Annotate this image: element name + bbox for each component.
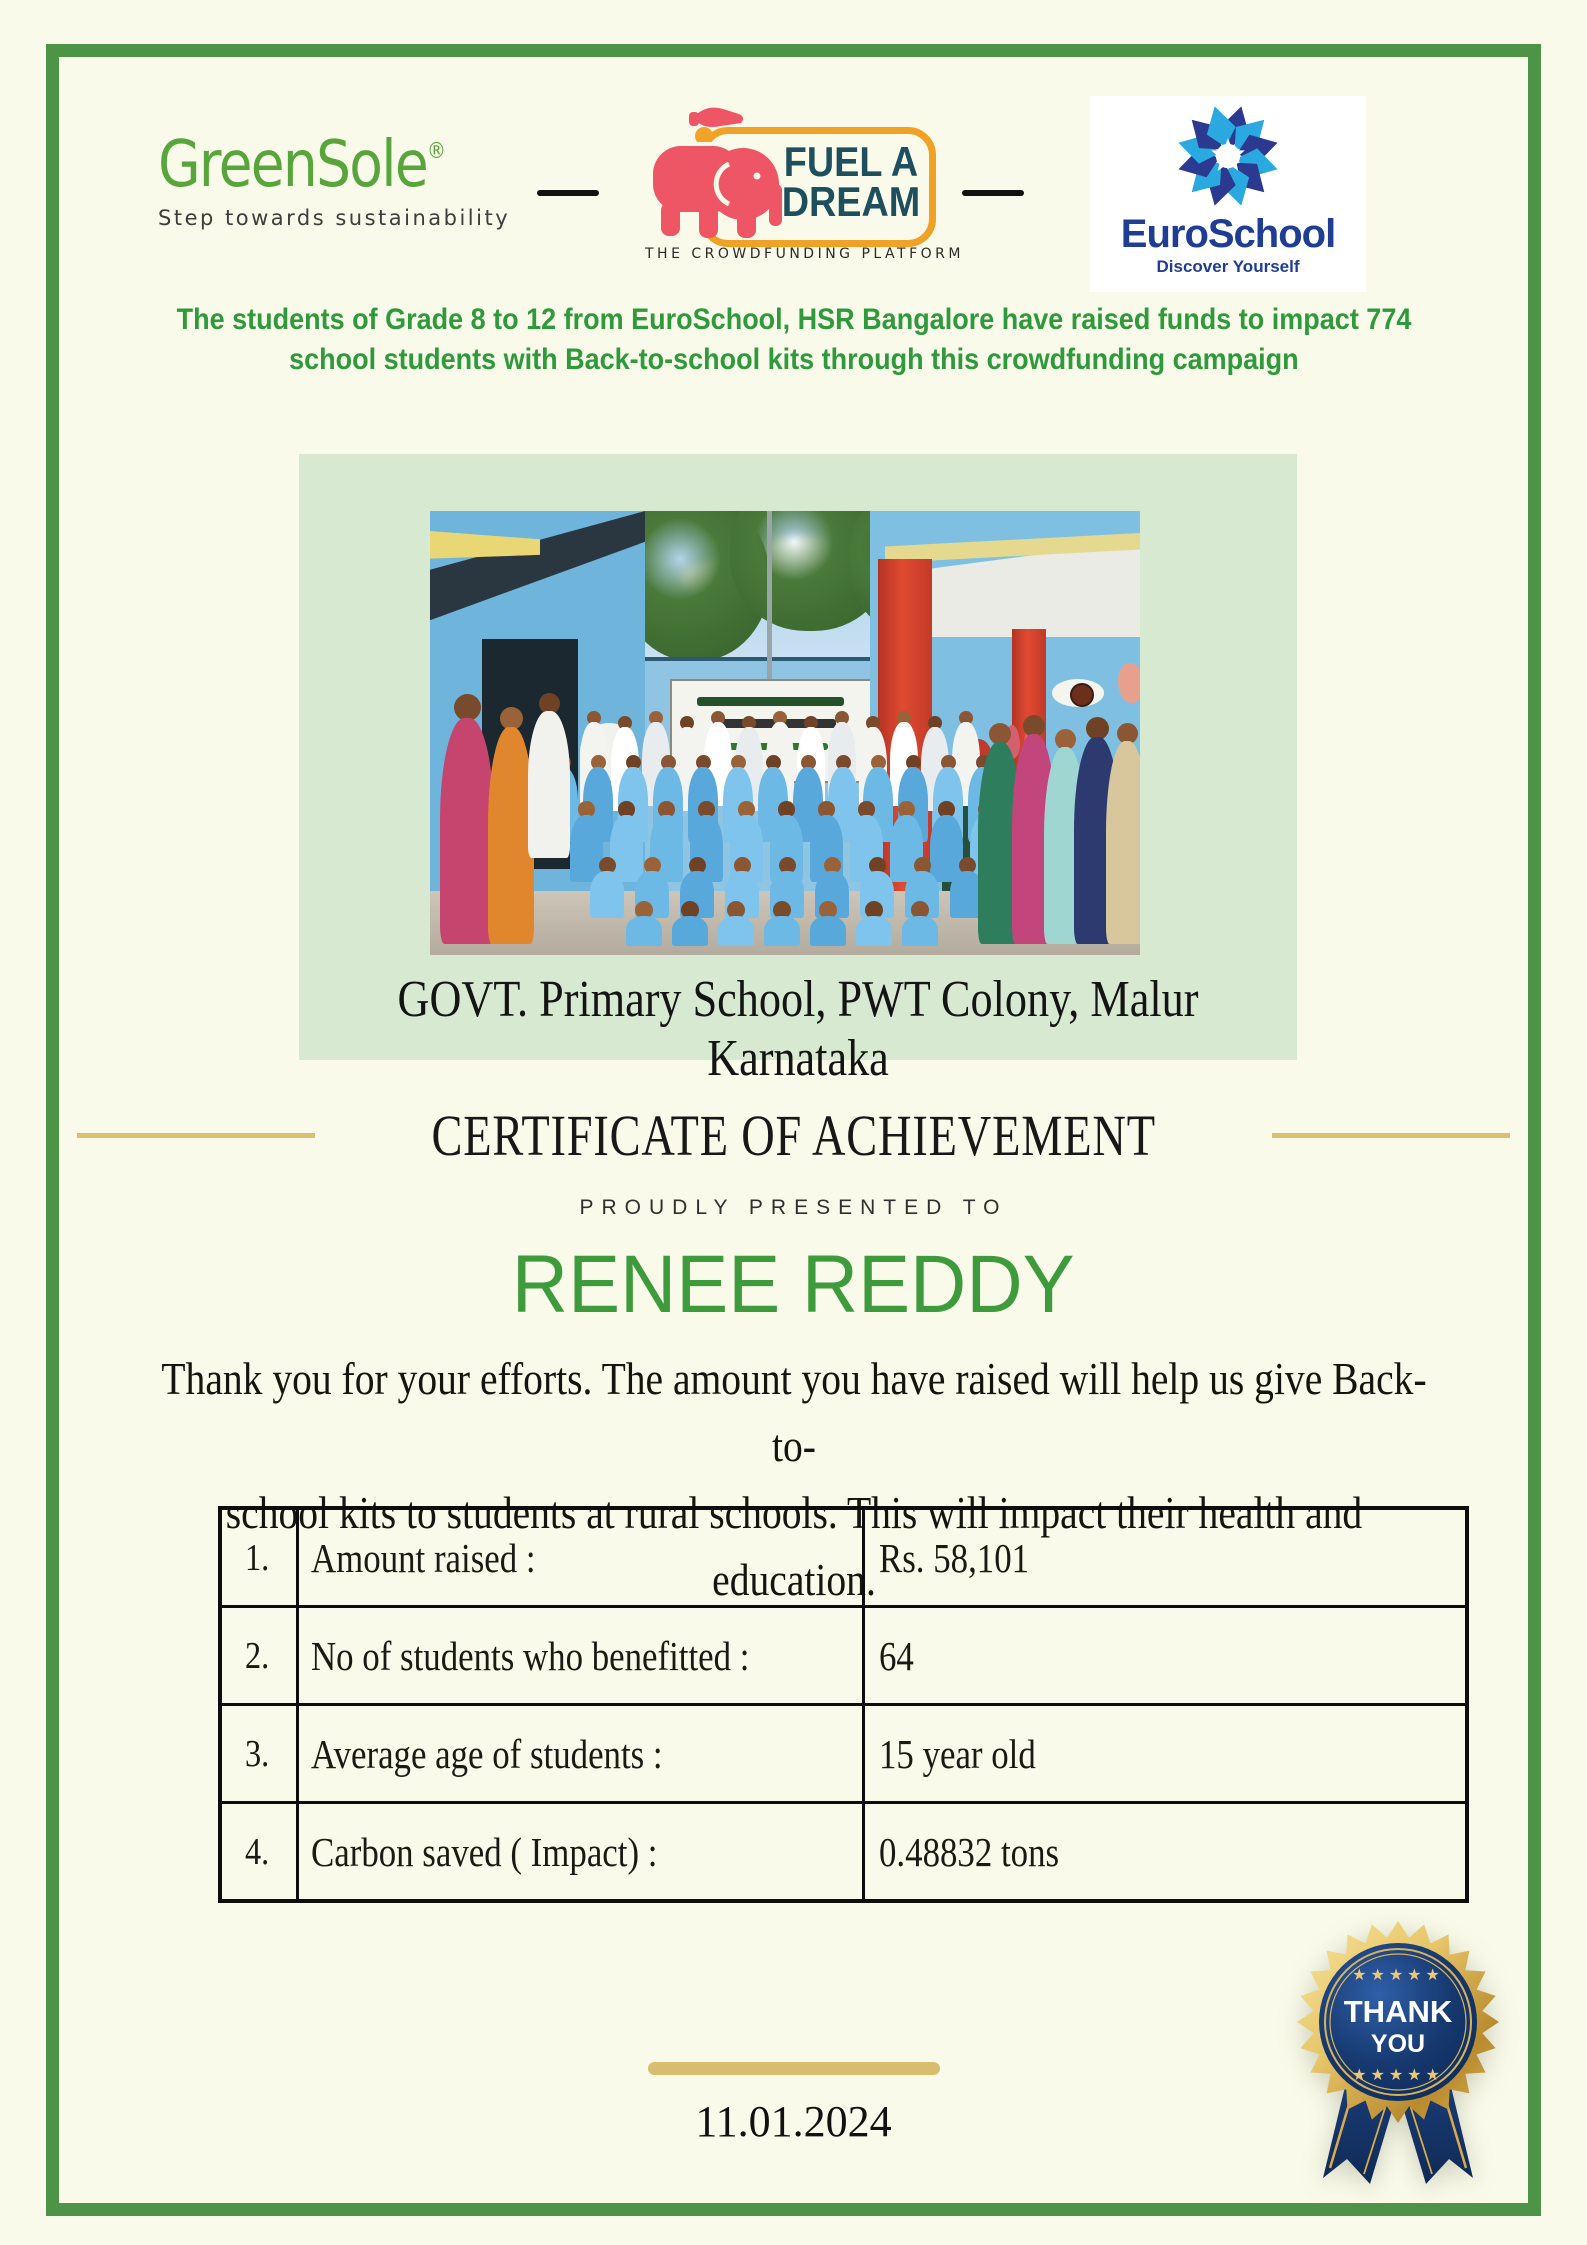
row-value: Rs. 58,101 [879, 1534, 1030, 1581]
greensole-wordmark: GreenSole® [158, 128, 446, 202]
row-value: 15 year old [879, 1730, 1036, 1777]
certificate-title-row [0, 1102, 1587, 1169]
recipient-name: RENEE REDDY [512, 1239, 1075, 1330]
badge-text-you: YOU [1370, 2030, 1426, 2058]
logo-separator-dash-icon [537, 190, 599, 196]
euroschool-tagline: Discover Yourself [1156, 257, 1300, 276]
certificate-date: 11.01.2024 [695, 2097, 892, 2146]
row-label: No of students who benefitted : [311, 1632, 750, 1679]
registered-mark-icon: ® [426, 139, 446, 164]
thank-you-message: Thank you for your efforts. The amount you have raised will help us give Back-to- school kits to students at rural schools. This will impact their health and education. [161, 1353, 1427, 1605]
logo-separator-dash-icon [962, 190, 1024, 196]
thank-you-badge [1286, 1916, 1510, 2206]
table-row [220, 1508, 1467, 1607]
euroschool-star-icon [1172, 100, 1284, 212]
campaign-headline: The students of Grade 8 to 12 from EuroSchool, HSR Bangalore have raised funds to impact 774 school students with Back-to-school kits through this crowdfunding campaign [176, 303, 1411, 376]
elephant-piggybank-icon [641, 98, 791, 258]
gold-rule-left [77, 1133, 315, 1138]
badge-stars-bottom: ★★★★★ [1352, 2065, 1444, 2084]
eye-mural-iris [1070, 683, 1094, 707]
badge-stars-top: ★★★★★ [1352, 1965, 1444, 1984]
greensole-tagline: Step towards sustainability [158, 206, 511, 230]
photo-panel [299, 454, 1297, 1087]
flag-pole [767, 511, 772, 681]
row-label: Amount raised : [311, 1534, 536, 1581]
school-photo [430, 511, 1140, 955]
ear-mural [1118, 663, 1140, 703]
euroschool-wordmark: EuroSchool [1120, 212, 1336, 256]
photo-caption: GOVT. Primary School, PWT Colony, Malur Karnataka [397, 971, 1199, 1087]
certificate-title: CERTIFICATE OF ACHIEVEMENT [431, 1103, 1156, 1168]
gold-rule-right [1272, 1133, 1510, 1138]
fueladream-wordmark: FUEL A DREAM [781, 138, 921, 225]
row-label: Average age of students : [311, 1730, 663, 1777]
row-label: Carbon saved ( Impact) : [311, 1828, 658, 1875]
badge-text-thank: THANK [1343, 1994, 1453, 2029]
table-row [220, 1607, 1467, 1705]
fueladream-logo [645, 112, 964, 262]
table-row [220, 1803, 1467, 1902]
euroschool-logo [1090, 96, 1366, 292]
row-value: 0.48832 tons [879, 1828, 1060, 1875]
greensole-logo [158, 128, 518, 230]
row-number: 3. [244, 1732, 269, 1775]
fueladream-tagline: THE CROWDFUNDING PLATFORM [645, 246, 964, 262]
presented-to-label: PROUDLY PRESENTED TO [579, 1196, 1008, 1219]
row-value: 64 [879, 1632, 914, 1679]
row-number: 4. [244, 1830, 269, 1873]
row-number: 1. [244, 1536, 269, 1579]
date-gold-rule [648, 2062, 940, 2075]
table-row [220, 1705, 1467, 1803]
row-number: 2. [244, 1634, 269, 1677]
impact-table [218, 1506, 1469, 1903]
